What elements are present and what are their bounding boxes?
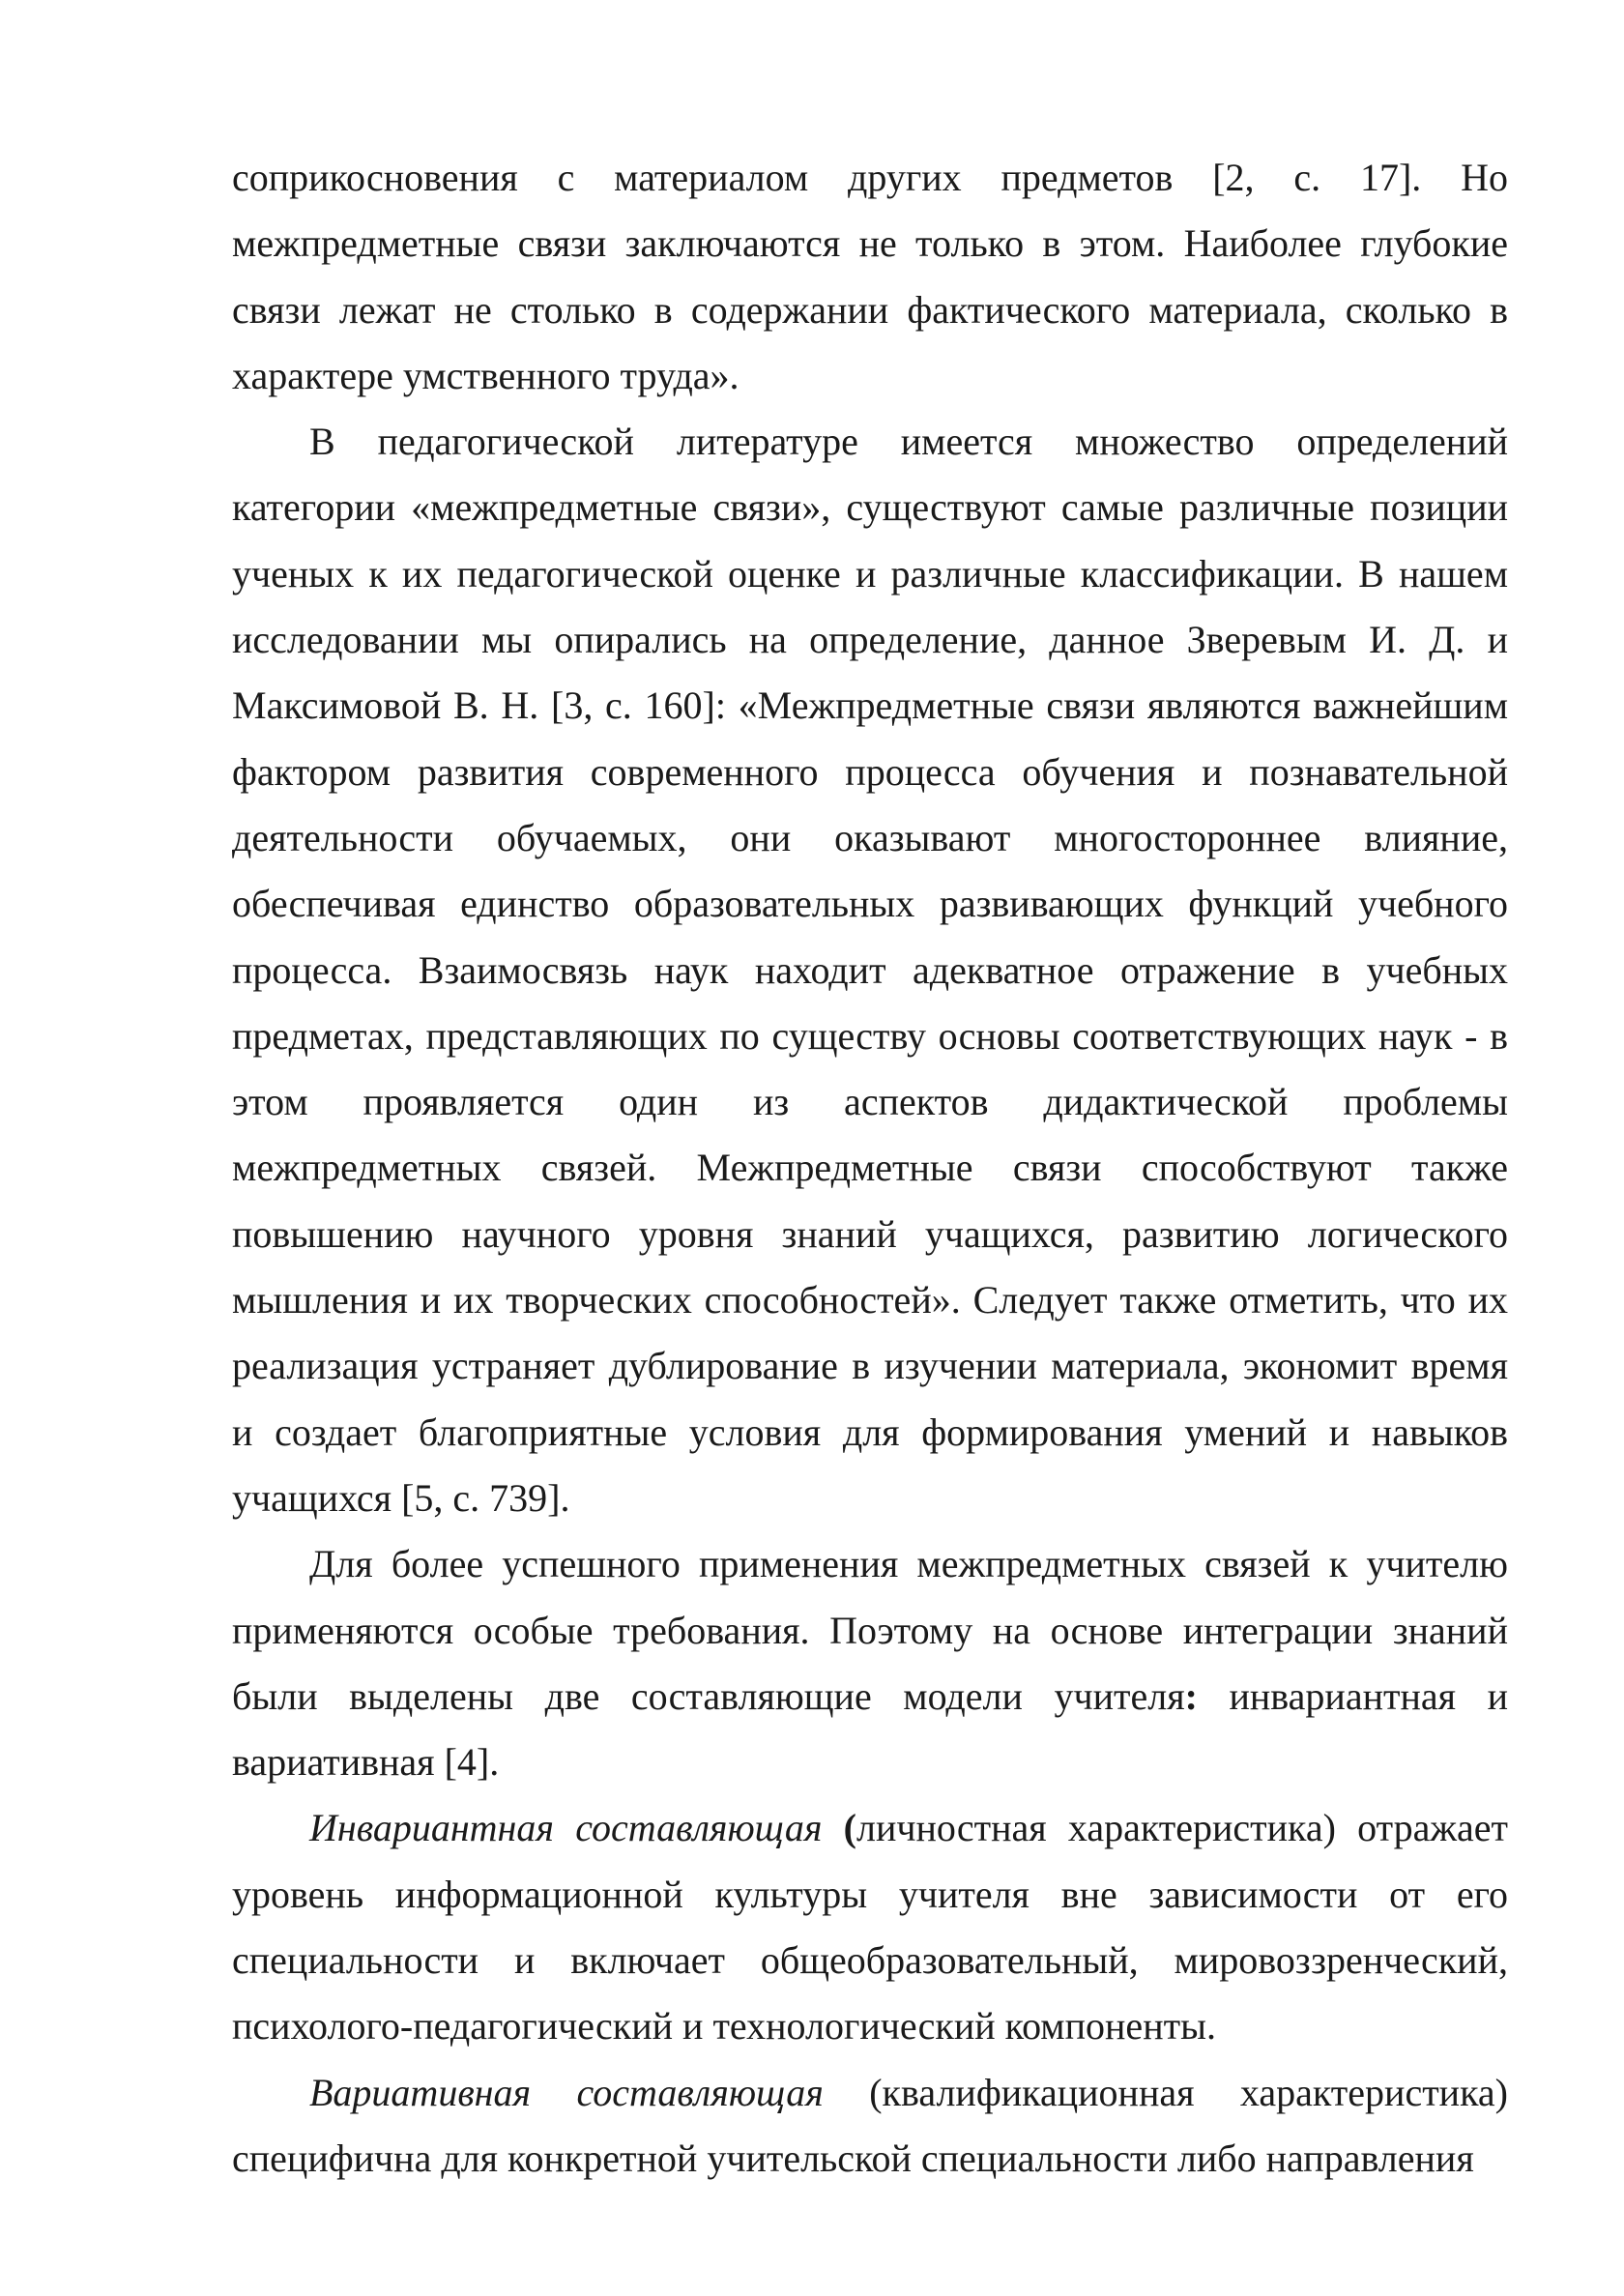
teacher-model-text: Для более успешного применения межпредметных связей к учителю применяются особые требования. Поэтому на основе интеграции знаний были выделены две составляющие модели учителя <box>232 1542 1508 1718</box>
teacher-model-rest: инвариантная и вариативная [4]. <box>232 1673 1508 1785</box>
document-page <box>232 145 1508 2192</box>
invariant-term: Инвариантная составляющая <box>309 1806 823 1850</box>
paragraph-invariant <box>232 1795 1508 2059</box>
variative-term: Вариативная составляющая <box>309 2070 824 2114</box>
invariant-open-paren: ( <box>822 1806 856 1850</box>
paragraph-definitions: В педагогической литературе имеется множество определений категории «межпредметные связи», существуют самые различные позиции ученых к их педагогической оценке и различные классификации. В нашем исследовании мы опирались на определение, данное Зверевым И. Д. и Максимовой В. Н. [3, с. 160]: «Межпредметные связи являются важнейшим фактором развития современного процесса обучения и познавательной деятельности обучаемых, они оказывают многостороннее влияние, обеспечивая единство образовательных развивающих функций учебного процесса. Взаимосвязь наук находит адекватное отражение в учебных предметах, представляющих по существу основы соответствующих наук - в этом проявляется один из аспектов дидактической проблемы межпредметных связей. Межпредметные связи способствуют также повышению научного уровня знаний учащихся, развитию логического мышления и их творческих способностей». Следует также отметить, что их реализация устраняет дублирование в изучении материала, экономит время и создает благоприятные условия для формирования умений и навыков учащихся [5, с. 739]. <box>232 420 1508 1520</box>
invariant-text: личностная характеристика) отражает уровень информационной культуры учителя вне зависимости от его специальности и включает общеобразовательный, мировоззренческий, психолого-педагогический и технологический компоненты. <box>232 1806 1508 2049</box>
teacher-model-colon: : <box>1184 1673 1198 1718</box>
paragraph-teacher-model <box>232 1531 1508 1795</box>
paragraph-variative <box>232 2060 1508 2193</box>
paragraph-continuation: соприкосновения с материалом других предметов [2, с. 17]. Но межпредметные связи заключаются не только в этом. Наиболее глубокие связи лежат не столько в содержании фактического материала, сколько в характере умственного труда». <box>232 156 1508 397</box>
variative-text: (квалификационная характеристика) специфична для конкретной учительской специальности либо направления <box>232 2070 1508 2180</box>
